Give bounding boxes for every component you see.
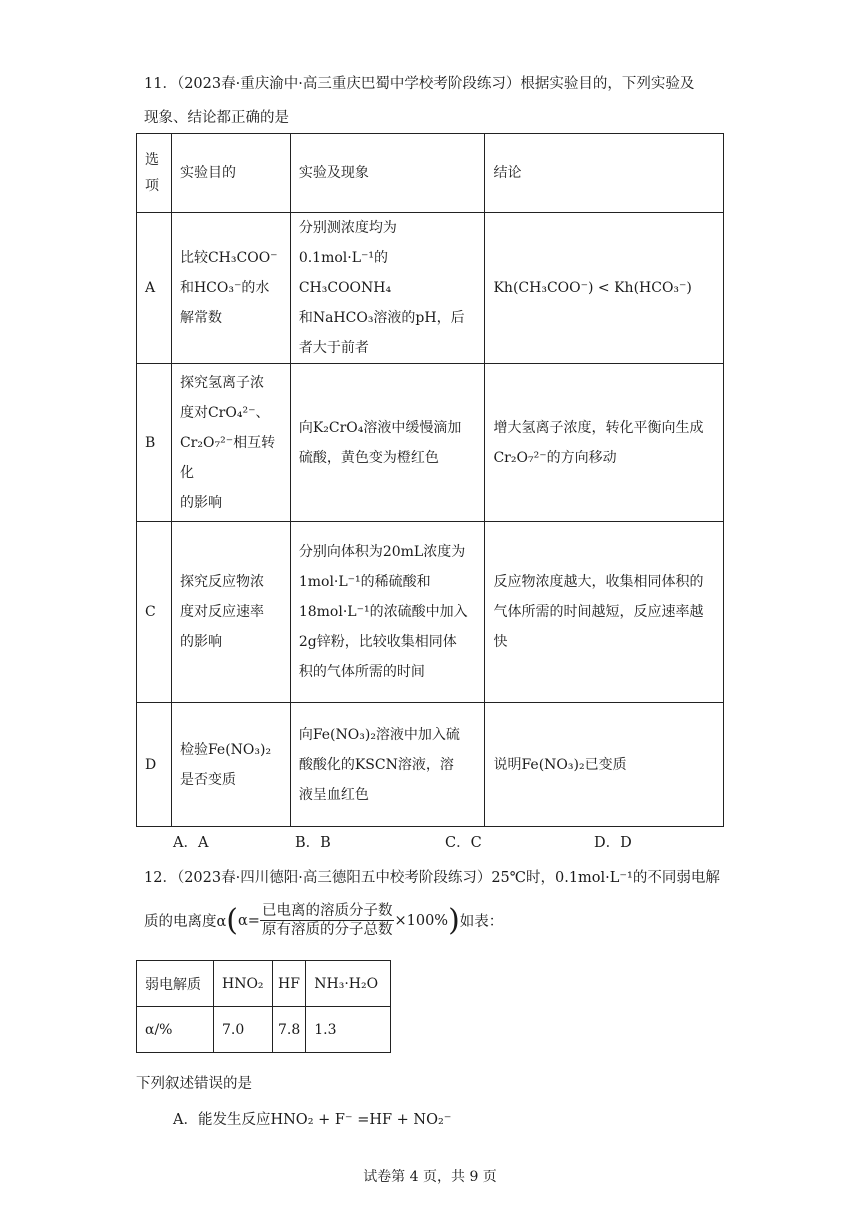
table-row [137, 364, 724, 522]
row-phenomenon: 分别测浓度均为 0.1mol·L⁻¹的CH₃COONH₄ 和NaHCO₃溶液的pH，后 者大于前者 [290, 213, 485, 364]
table-row [137, 213, 724, 364]
ion-value-cell: α/% [137, 1007, 214, 1053]
ionization-fraction [260, 902, 395, 939]
ion-header-cell: NH₃·H₂O [306, 961, 391, 1007]
ion-header-cell: 弱电解质 [137, 961, 214, 1007]
row-conclusion: 增大氢离子浓度，转化平衡向生成 Cr₂O₇²⁻的方向移动 [485, 364, 724, 522]
row-purpose: 探究氢离子浓 度对CrO₄²⁻、 Cr₂O₇²⁻相互转化 的影响 [171, 364, 290, 522]
header-option: 选项 [137, 134, 172, 213]
ion-header-cell: HNO₂ [214, 961, 273, 1007]
fraction-denominator: 原有溶质的分子总数 [261, 922, 393, 938]
ionization-table [136, 960, 391, 1053]
formula-rhs: ×100% [394, 912, 449, 929]
q12-stem-line2 [144, 902, 503, 939]
row-option: A [137, 213, 172, 364]
row-option: B [137, 364, 172, 522]
option-d[interactable]: D．D [594, 835, 632, 851]
table-header-row [137, 134, 724, 213]
header-phenomenon: 实验及现象 [290, 134, 485, 213]
ion-value-cell: 7.0 [214, 1007, 273, 1053]
row-phenomenon: 向K₂CrO₄溶液中缓慢滴加 硫酸，黄色变为橙红色 [290, 364, 485, 522]
row-conclusion: 反应物浓度越大，收集相同体积的 气体所需的时间越短，反应速率越 快 [485, 522, 724, 703]
row-phenomenon: 分别向体积为20mL浓度为 1mol·L⁻¹的稀硫酸和 18mol·L⁻¹的浓硫酸中加入 2g锌粉，比较收集相同体 积的气体所需的时间 [290, 522, 485, 703]
ion-value-cell: 7.8 [273, 1007, 306, 1053]
row-conclusion: 说明Fe(NO₃)₂已变质 [485, 703, 724, 827]
q12-option-a[interactable]: A．能发生反应HNO₂ + F⁻ =HF + NO₂⁻ [173, 1112, 452, 1128]
row-purpose: 检验Fe(NO₃)₂ 是否变质 [171, 703, 290, 827]
row-purpose: 探究反应物浓 度对反应速率 的影响 [171, 522, 290, 703]
paren-close-icon: ) [448, 903, 460, 938]
option-c[interactable]: C．C [445, 835, 482, 851]
row-conclusion: Kh(CH₃COO⁻) < Kh(HCO₃⁻) [485, 213, 724, 364]
q11-stem-line2: 现象、结论都正确的是 [144, 110, 289, 126]
q12-question: 下列叙述错误的是 [136, 1076, 252, 1092]
paren-open-icon: ( [226, 903, 239, 938]
ion-header-row [137, 961, 391, 1007]
q12-line2-pre: 质的电离度α [144, 914, 227, 930]
fraction-numerator: 已电离的溶质分子数 [261, 903, 393, 919]
header-purpose: 实验目的 [171, 134, 290, 213]
option-a[interactable]: A．A [173, 835, 209, 851]
ion-value-row [137, 1007, 391, 1053]
q12-stem-line1: 12．（2023春·四川德阳·高三德阳五中校考阶段练习）25℃时，0.1mol·L⁻¹的不同弱电解 [144, 870, 720, 886]
row-option: D [137, 703, 172, 827]
option-b[interactable]: B．B [295, 835, 331, 851]
ion-value-cell: 1.3 [306, 1007, 391, 1053]
row-purpose: 比较CH₃COO⁻ 和HCO₃⁻的水 解常数 [171, 213, 290, 364]
table-row [137, 703, 724, 827]
header-conclusion: 结论 [485, 134, 724, 213]
experiment-table [136, 133, 724, 827]
row-phenomenon: 向Fe(NO₃)₂溶液中加入硫 酸酸化的KSCN溶液，溶 液呈血红色 [290, 703, 485, 827]
row-option: C [137, 522, 172, 703]
q11-stem-line1: 11．（2023春·重庆渝中·高三重庆巴蜀中学校考阶段练习）根据实验目的，下列实验及 [144, 76, 695, 92]
ion-header-cell: HF [273, 961, 306, 1007]
page-footer: 试卷第 4 页，共 9 页 [363, 1169, 497, 1185]
formula-lhs: α= [238, 912, 260, 929]
table-row [137, 522, 724, 703]
q12-line2-post: 如表： [459, 914, 504, 930]
